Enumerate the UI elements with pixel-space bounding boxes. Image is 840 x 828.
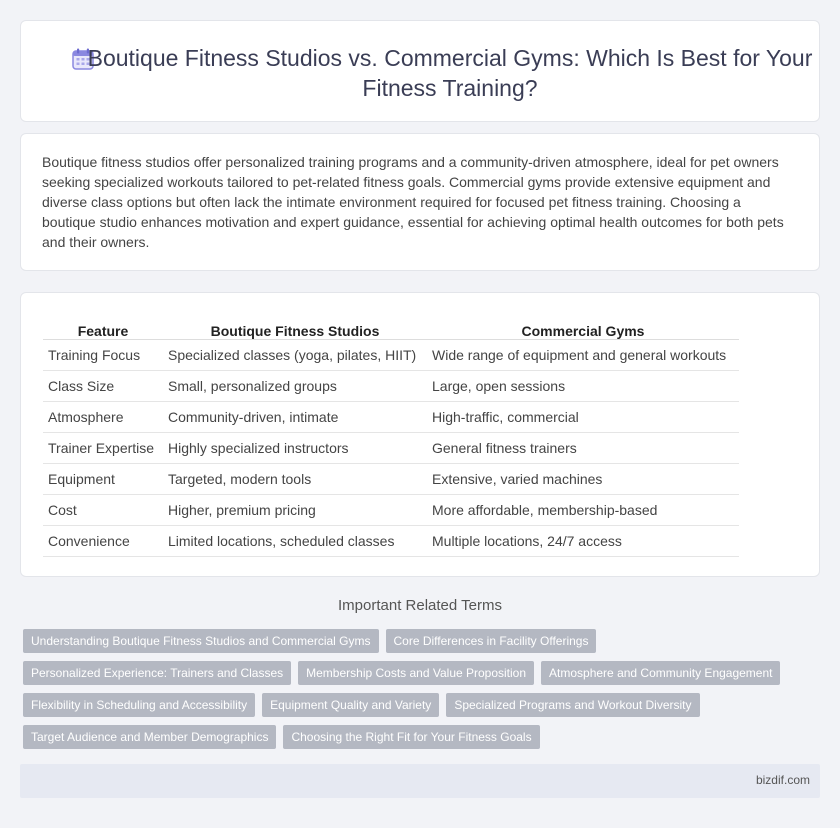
feature-cell: Cost xyxy=(43,494,163,525)
table-row xyxy=(43,463,739,494)
header-commercial: Commercial Gyms xyxy=(427,315,739,339)
boutique-cell: Specialized classes (yoga, pilates, HIIT) xyxy=(163,339,427,370)
related-terms-list xyxy=(23,629,803,749)
commercial-cell: More affordable, membership-based xyxy=(427,494,739,525)
boutique-cell: Highly specialized instructors xyxy=(163,432,427,463)
commercial-cell: High-traffic, commercial xyxy=(427,401,739,432)
boutique-cell: Limited locations, scheduled classes xyxy=(163,525,427,556)
feature-cell: Convenience xyxy=(43,525,163,556)
boutique-cell: Targeted, modern tools xyxy=(163,463,427,494)
commercial-cell: Multiple locations, 24/7 access xyxy=(427,525,739,556)
related-term-tag[interactable]: Atmosphere and Community Engagement xyxy=(541,661,780,685)
feature-cell: Trainer Expertise xyxy=(43,432,163,463)
feature-cell: Equipment xyxy=(43,463,163,494)
page-title: Boutique Fitness Studios vs. Commercial Gyms: Which Is Best for Your Fitness Training? xyxy=(87,45,813,101)
intro-paragraph: Boutique fitness studios offer personalized training programs and a community-driven atmosphere, ideal for pet owners seeking specialized workouts tailored to pet-related fitness goals. Commercial gyms provide extensive equipment and diverse class options but often lack the intimate environment required for focused pet fitness training. Choosing a boutique studio enhances motivation and expert guidance, essential for achieving optimal health outcomes for both pets and their owners. xyxy=(42,154,784,250)
table-row xyxy=(43,370,739,401)
table-row xyxy=(43,432,739,463)
related-term-tag[interactable]: Membership Costs and Value Proposition xyxy=(298,661,534,685)
related-term-tag[interactable]: Choosing the Right Fit for Your Fitness Goals xyxy=(283,725,539,749)
comparison-table xyxy=(43,315,739,557)
table-header-row xyxy=(43,315,739,339)
header-boutique: Boutique Fitness Studios xyxy=(163,315,427,339)
feature-cell: Training Focus xyxy=(43,339,163,370)
commercial-cell: Large, open sessions xyxy=(427,370,739,401)
footer-bar xyxy=(20,764,820,798)
table-row xyxy=(43,525,739,556)
header-feature: Feature xyxy=(43,315,163,339)
related-term-tag[interactable]: Equipment Quality and Variety xyxy=(262,693,439,717)
table-row xyxy=(43,401,739,432)
related-term-tag[interactable]: Target Audience and Member Demographics xyxy=(23,725,276,749)
intro-card xyxy=(20,133,820,271)
table-row xyxy=(43,494,739,525)
boutique-cell: Community-driven, intimate xyxy=(163,401,427,432)
boutique-cell: Small, personalized groups xyxy=(163,370,427,401)
related-term-tag[interactable]: Flexibility in Scheduling and Accessibility xyxy=(23,693,255,717)
footer-site-link[interactable]: bizdif.com xyxy=(755,773,810,787)
commercial-cell: Wide range of equipment and general workouts xyxy=(427,339,739,370)
related-term-tag[interactable]: Specialized Programs and Workout Diversity xyxy=(446,693,699,717)
feature-cell: Atmosphere xyxy=(43,401,163,432)
boutique-cell: Higher, premium pricing xyxy=(163,494,427,525)
table-row xyxy=(43,339,739,370)
feature-cell: Class Size xyxy=(43,370,163,401)
related-term-tag[interactable]: Core Differences in Facility Offerings xyxy=(386,629,597,653)
commercial-cell: General fitness trainers xyxy=(427,432,739,463)
related-term-tag[interactable]: Understanding Boutique Fitness Studios and Commercial Gyms xyxy=(23,629,379,653)
comparison-card xyxy=(20,292,820,577)
related-term-tag[interactable]: Personalized Experience: Trainers and Classes xyxy=(23,661,291,685)
related-terms-heading: Important Related Terms xyxy=(338,597,502,614)
title-card xyxy=(20,20,820,122)
commercial-cell: Extensive, varied machines xyxy=(427,463,739,494)
